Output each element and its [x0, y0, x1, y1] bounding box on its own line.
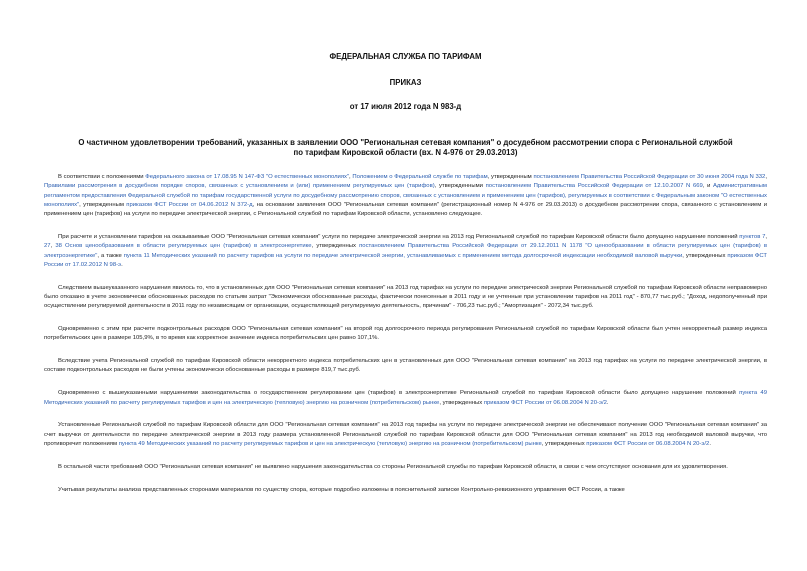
- legal-reference-link[interactable]: Правилами рассмотрения в досудебном порядке споров, связанных с установлением и (или) применением регулируемых цен (тарифов): [44, 183, 435, 190]
- body-paragraph: [44, 233, 767, 270]
- legal-reference-link[interactable]: 38 Основ ценообразования в области регулируемых цен (тарифов) в электроэнергетике: [55, 243, 312, 250]
- legal-reference-link[interactable]: приказом ФСТ России от 06.08.2004 N 20-э/2: [586, 440, 710, 447]
- paragraph-text: ,: [765, 233, 767, 240]
- legal-reference-link[interactable]: Административным регламентом предоставления Федеральной службой по тарифам государственной услуги по досудебному рассмотрению споров, связанных с установлением и применением цен (тарифов), регулируемых в соответствии с Федеральным законом "О естественных монополиях": [44, 183, 767, 208]
- legal-reference-link[interactable]: пункта 49 Методических указаний по расчету регулируемых тарифов и цен на электрическую (тепловую) энергию на розничном (потребительском) рынке: [44, 390, 767, 406]
- paragraph-text: При расчете и установлении тарифов на оказываемые ООО "Региональная сетевая компания" услуги по передаче электрической энергии на 2013 год Региональной службой по тарифам Кировской области было допущено нарушение положений: [58, 233, 740, 240]
- legal-reference-link[interactable]: постановлением Правительства Российской Федерации от 29.12.2011 N 1178 "О ценообразовании в области регулируемых цен (тарифов) в электроэнергетике": [44, 243, 767, 259]
- legal-reference-link[interactable]: постановлением Правительства Российской Федерации от 30 июня 2004 года N 332: [533, 174, 766, 180]
- paragraph-text: Следствием вышеуказанного нарушения явилось то, что в установленных для ООО "Региональная сетевая компания" на 2013 год тарифах на услуги по передаче электрической энергии Региональной службой по тарифам Кировской области неправомерно было отказано в учете экономически обоснованных расходов по статьям затрат "Экономически обоснованные расходы, фактически понесенные в 2011 году и не учтенные при установлении тарифов на 2011 год" - 870,77 тыс.руб.; "Доход, недополученный при осуществлении регулируемой деятельности в 2011 году по независящим от организации, осуществляющей регулируемую деятельность, причинам" - 706,23 тыс.руб.; "Амортизация" - 2072,34 тыс.руб.: [44, 284, 767, 310]
- document-type: ПРИКАЗ: [389, 78, 422, 87]
- body-paragraph: [44, 486, 767, 495]
- paragraph-text: Установленные Региональной службой по тарифам Кировской области для ООО "Региональная сетевая компания" на 2013 год тарифы на услуги по передаче электрической энергии не обеспечивают получение ООО "Региональная сетевая компания" за счет выручки от деятельности по передаче электрической энергии в 2013 году размера установленной Региональной службой по тарифам Кировской области для ООО "Региональная сетевая компания" на 2013 год необходимой валовой выручки, что противоречит положениям: [44, 422, 767, 447]
- legal-reference-link[interactable]: приказом ФСТ России от 17.02.2012 N 98-э: [44, 252, 767, 268]
- paragraph-text: В соответствии с положениями: [58, 174, 146, 180]
- body-paragraph: [44, 463, 767, 472]
- body-paragraph: [44, 284, 767, 312]
- paragraph-text: Учитывая результаты анализа представленных сторонами материалов по существу спора, которые подробно изложены в пояснительной записке Контрольно-ревизионного управления ФСТ России, а также: [58, 486, 625, 493]
- legal-reference-link[interactable]: пункта 11 Методических указаний по расчету тарифов на услуги по передаче электрической энергии, устанавливаемых с применением метода долгосрочной индексации необходимой валовой выручки: [123, 252, 683, 259]
- legal-reference-link[interactable]: Федерального закона от 17.08.95 N 147-ФЗ "О естественных монополиях": [145, 174, 350, 180]
- paragraph-text: Одновременно с этим при расчете подконтрольных расходов ООО "Региональная сетевая компания" на второй год долгосрочного периода регулирования Региональной службой по тарифам Кировской области был учтен некорректный размер индекса потребительских цен в размере 105,9%, в то время как корректное значение индекса потребительских цен равно 107,1%.: [44, 326, 767, 342]
- paragraph-text: В остальной части требований ООО "Региональная сетевая компания" не выявлено нарушения законодательства со стороны Региональной службы по тарифам Кировской области, в связи с чем отсутствуют основания для их удовлетворения.: [58, 463, 728, 470]
- paragraph-text: , и: [702, 183, 713, 190]
- paragraph-text: , утвержденных: [311, 243, 360, 250]
- legal-reference-link[interactable]: пункта 49 Методических указаний по расчету регулируемых тарифов и цен на электрическую (тепловую) энергию на розничном (потребительском) рынке: [118, 440, 542, 447]
- paragraph-text: ,: [765, 174, 767, 180]
- paragraph-text: , утвержденных: [682, 252, 728, 259]
- paragraph-text: ,: [349, 174, 353, 180]
- legal-reference-link[interactable]: Положением о Федеральной службе по тарифам: [352, 174, 488, 180]
- legal-reference-link[interactable]: постановлением Правительства Российской Федерации от 12.10.2007 N 669: [485, 183, 703, 190]
- paragraph-text: , утвержденных: [541, 440, 587, 447]
- paragraph-text: , на основании заявления ООО "Региональная сетевая компания" (регистрационный номер N 4-976 от 29.03.2013) о досудебном рассмотрении спора, связанного с установлением и применением цен (тарифов) на услуги по передаче электрической энергии, с Региональной службой по тарифам Кировской области, установлено следующее.: [44, 201, 767, 218]
- paragraph-text: ,: [50, 243, 56, 250]
- body-paragraph: [44, 325, 767, 344]
- body-paragraph: [44, 421, 767, 449]
- legal-reference-link[interactable]: приказом ФСТ России от 04.06.2012 N 372-д: [126, 201, 253, 208]
- paragraph-text: Вследствие учета Региональной службой по тарифам Кировской области некорректного индекса потребительских цен в установленных для ООО "Региональная сетевая компания" на 2013 год тарифах на услуги по передаче электрической энергии, в составе подконтрольных расходов не были учтены экономически обоснованные расходы в размере 819,7 тыс.руб.: [44, 358, 767, 374]
- legal-reference-link[interactable]: пунктов 7: [739, 233, 766, 240]
- paragraph-text: , утвержденным: [487, 174, 534, 180]
- legal-reference-link[interactable]: 27: [44, 243, 51, 250]
- document-body: [44, 173, 767, 495]
- agency-name: ФЕДЕРАЛЬНАЯ СЛУЖБА ПО ТАРИФАМ: [329, 52, 482, 61]
- paragraph-text: .: [121, 261, 123, 268]
- paragraph-text: , утвержденными: [434, 183, 486, 190]
- paragraph-text: Одновременно с вышеуказанными нарушениями законодательства о государственном регулировании цен (тарифов) в электроэнергетике Региональной службой по тарифам Кировской области было допущено нарушение положений: [58, 390, 740, 397]
- paragraph-text: , утвержденных: [439, 399, 484, 406]
- body-paragraph: [44, 357, 767, 376]
- paragraph-text: .: [606, 399, 609, 406]
- paragraph-text: , утвержденным: [79, 201, 127, 208]
- document-title: О частичном удовлетворении требований, указанных в заявлении ООО "Региональная сетевая компания" о досудебном рассмотрении спора с Региональной службой по тарифам Кировской области (вх. N 4-976 от 29.03.2013): [78, 138, 733, 157]
- legal-reference-link[interactable]: приказом ФСТ России от 06.08.2004 N 20-э/2: [483, 399, 607, 406]
- paragraph-text: .: [709, 440, 711, 447]
- body-paragraph: [44, 173, 767, 219]
- body-paragraph: [44, 389, 767, 408]
- document-date-number: от 17 июля 2012 года N 983-д: [349, 102, 462, 111]
- paragraph-text: , а также: [97, 252, 124, 259]
